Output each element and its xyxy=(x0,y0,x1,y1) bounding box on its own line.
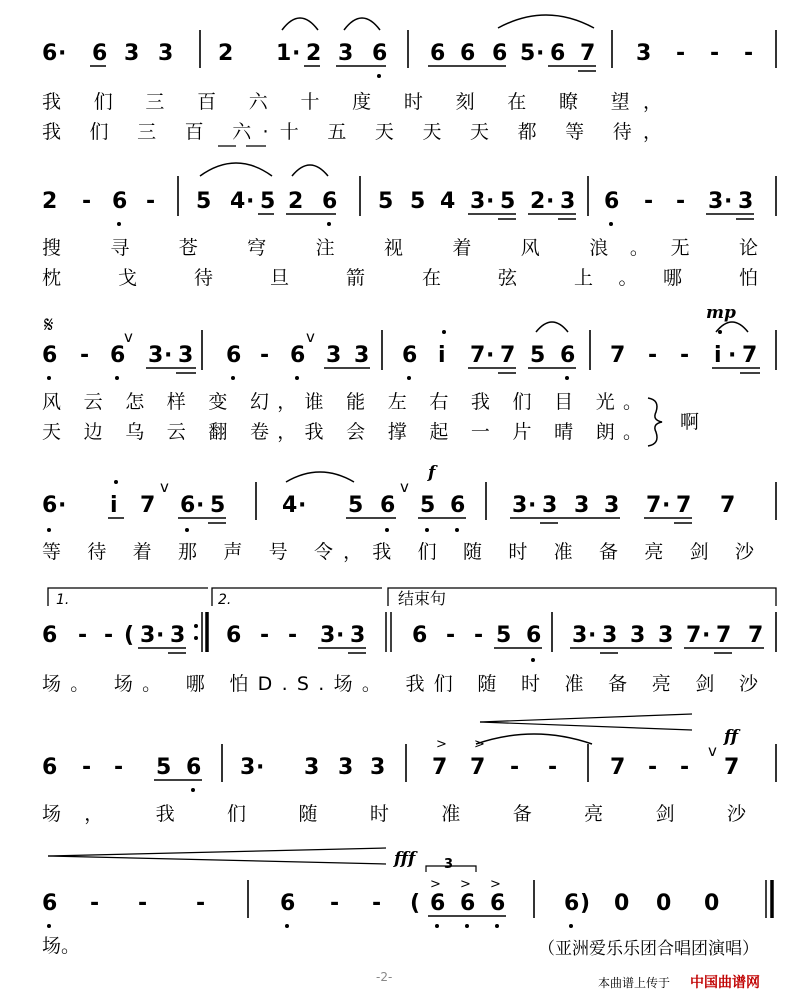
row-6-dynamic: ff xyxy=(724,727,739,747)
svg-text:·: · xyxy=(58,493,67,518)
svg-text:6: 6 xyxy=(460,41,476,66)
row-4-notes xyxy=(42,493,735,518)
svg-text:3: 3 xyxy=(158,41,174,66)
row-2-lyrics xyxy=(42,237,758,289)
svg-text:5: 5 xyxy=(348,493,364,518)
svg-text:-: - xyxy=(680,343,690,368)
row-7-crescendo xyxy=(48,848,386,864)
row-2-slurs xyxy=(200,163,328,176)
svg-text:i: i xyxy=(438,343,446,368)
svg-text:6: 6 xyxy=(42,755,58,780)
svg-text:-: - xyxy=(260,623,270,648)
svg-text:-: - xyxy=(446,623,456,648)
repeat-dots xyxy=(194,624,198,640)
svg-text:-: - xyxy=(474,623,484,648)
row-5-low-dots xyxy=(531,658,535,662)
svg-text:6: 6 xyxy=(402,343,418,368)
row-3-high-dots xyxy=(442,330,722,334)
svg-text:>: > xyxy=(430,877,441,892)
svg-text:7: 7 xyxy=(686,623,702,648)
svg-text:>: > xyxy=(490,877,501,892)
svg-text:-: - xyxy=(146,189,156,214)
row-7-lyrics xyxy=(42,935,80,957)
svg-text:0: 0 xyxy=(704,891,720,916)
svg-text:5: 5 xyxy=(260,189,276,214)
svg-text:7: 7 xyxy=(610,343,626,368)
svg-text:7: 7 xyxy=(470,343,486,368)
row-4-slur xyxy=(286,472,354,482)
svg-text:6: 6 xyxy=(560,343,576,368)
row-1-lyric-line-1: 我 们 三 百 六 十 度 时 刻 在 瞭 望， xyxy=(42,91,662,113)
svg-text:-: - xyxy=(104,623,114,648)
svg-text:5: 5 xyxy=(196,189,212,214)
svg-text:(: ( xyxy=(124,623,135,648)
svg-text:-: - xyxy=(196,891,206,916)
svg-text:-: - xyxy=(260,343,270,368)
svg-text:-: - xyxy=(372,891,382,916)
svg-text:2: 2 xyxy=(218,41,234,66)
svg-text:3: 3 xyxy=(630,623,646,648)
svg-text:3: 3 xyxy=(148,343,164,368)
svg-text:(: ( xyxy=(410,891,421,916)
row-4 xyxy=(42,463,776,563)
svg-text:5: 5 xyxy=(378,189,394,214)
row-6-breath-mark: v xyxy=(708,742,717,760)
svg-text:-: - xyxy=(648,343,658,368)
svg-text:-: - xyxy=(648,755,658,780)
svg-text:3: 3 xyxy=(572,623,588,648)
row-1-slurs xyxy=(282,15,594,30)
svg-text:-: - xyxy=(80,343,90,368)
svg-text:3: 3 xyxy=(512,493,528,518)
svg-text:7: 7 xyxy=(580,41,596,66)
svg-text:3: 3 xyxy=(240,755,256,780)
row-6 xyxy=(42,714,776,825)
row-3-dynamic: mp xyxy=(706,303,736,323)
svg-text:·: · xyxy=(536,41,545,66)
svg-text:7: 7 xyxy=(432,755,448,780)
svg-text:7: 7 xyxy=(676,493,692,518)
svg-text:7: 7 xyxy=(140,493,156,518)
svg-text:·: · xyxy=(702,623,711,648)
svg-text:5: 5 xyxy=(500,189,516,214)
svg-text:6: 6 xyxy=(180,493,196,518)
row-6-accents xyxy=(436,737,485,752)
svg-text:3: 3 xyxy=(178,343,194,368)
row-6-lyric-line-1: 场， 我 们 随 时 准 备 亮 剑 沙 xyxy=(42,803,746,825)
svg-text:3: 3 xyxy=(574,493,590,518)
svg-text:7: 7 xyxy=(646,493,662,518)
svg-text:6: 6 xyxy=(460,891,476,916)
svg-text:6: 6 xyxy=(290,343,306,368)
upload-note: 本曲谱上传于 xyxy=(598,976,671,990)
svg-text:6: 6 xyxy=(412,623,428,648)
row-5-notes xyxy=(42,623,763,648)
row-4-lyrics xyxy=(42,541,755,563)
svg-text:4: 4 xyxy=(230,189,246,214)
svg-text:-: - xyxy=(744,41,754,66)
row-2-underlines xyxy=(258,214,754,219)
row-6-lyrics xyxy=(42,803,747,825)
svg-text:·: · xyxy=(546,189,555,214)
svg-text:-: - xyxy=(330,891,340,916)
svg-text:5: 5 xyxy=(410,189,426,214)
svg-text:6: 6 xyxy=(186,755,202,780)
row-7-low-dots xyxy=(47,924,573,928)
svg-text:6: 6 xyxy=(604,189,620,214)
svg-text:7: 7 xyxy=(610,755,626,780)
svg-text:6: 6 xyxy=(112,189,128,214)
svg-text:-: - xyxy=(138,891,148,916)
svg-text:6: 6 xyxy=(110,343,126,368)
svg-text:6: 6 xyxy=(280,891,296,916)
svg-text:-: - xyxy=(78,623,88,648)
row-6-notes xyxy=(42,755,739,780)
svg-text:-: - xyxy=(548,755,558,780)
row-1-low-dots xyxy=(377,74,381,78)
row-5-lyric-line-1: 场。 场。 哪 怕D.S.场。 我们 随 时 准 备 亮 剑 沙 xyxy=(42,673,758,695)
svg-text:7: 7 xyxy=(748,623,764,648)
svg-text:v: v xyxy=(400,478,409,496)
ending-label: 结束句 xyxy=(398,589,447,608)
svg-text:3: 3 xyxy=(636,41,652,66)
svg-text:·: · xyxy=(588,623,597,648)
row-7-notes xyxy=(42,891,719,916)
svg-text:7: 7 xyxy=(720,493,736,518)
svg-text:·: · xyxy=(662,493,671,518)
svg-text:2: 2 xyxy=(306,41,322,66)
svg-text:7: 7 xyxy=(500,343,516,368)
volta-1-label: 1. xyxy=(56,592,70,608)
volta-2-label: 2. xyxy=(218,592,232,608)
svg-text:3: 3 xyxy=(708,189,724,214)
row-1-lyrics xyxy=(42,91,662,143)
svg-text:6: 6 xyxy=(430,41,446,66)
row-2-low-dots xyxy=(117,222,613,226)
svg-text:-: - xyxy=(676,41,686,66)
svg-text:): ) xyxy=(580,891,591,916)
row-3-side-lyric: 啊 xyxy=(680,411,700,433)
row-4-high-dots xyxy=(114,480,118,484)
svg-text:6: 6 xyxy=(42,343,58,368)
svg-text:3: 3 xyxy=(354,343,370,368)
site-logo: 中国曲谱网 xyxy=(690,975,760,991)
svg-text:·: · xyxy=(156,623,165,648)
performer-credit: （亚洲爱乐乐团合唱团演唱） xyxy=(538,939,759,959)
row-4-dynamic: f xyxy=(428,463,436,483)
row-2 xyxy=(42,163,776,289)
svg-text:·: · xyxy=(724,189,733,214)
svg-text:6: 6 xyxy=(42,493,58,518)
triplet-mark: 3 xyxy=(444,857,454,872)
svg-text:-: - xyxy=(82,189,92,214)
row-1-underlines xyxy=(90,66,596,71)
svg-text:6: 6 xyxy=(226,343,242,368)
svg-text:·: · xyxy=(292,41,301,66)
svg-text:·: · xyxy=(528,493,537,518)
row-3-lyric-line-1: 风 云 怎 样 变 幻，谁 能 左 右 我 们 目 光。 xyxy=(42,391,642,413)
row-1-lyric-line-2: 我 们 三 百 六·十 五 天 天 天 都 等 待， xyxy=(42,121,662,143)
svg-text:6: 6 xyxy=(322,189,338,214)
page-number: -2- xyxy=(376,970,393,984)
row-7-accents xyxy=(430,877,501,892)
row-2-lyric-line-2: 枕 戈 待 旦 箭 在 弦 上。哪 怕 xyxy=(42,267,758,289)
row-5-underlines xyxy=(138,648,764,653)
svg-text:7: 7 xyxy=(470,755,486,780)
svg-text:6: 6 xyxy=(226,623,242,648)
svg-text:3: 3 xyxy=(542,493,558,518)
svg-text:6: 6 xyxy=(564,891,580,916)
svg-text:-: - xyxy=(710,41,720,66)
svg-text:-: - xyxy=(644,189,654,214)
svg-text:6: 6 xyxy=(42,623,58,648)
svg-text:5: 5 xyxy=(496,623,512,648)
svg-text:6: 6 xyxy=(490,891,506,916)
row-5-lyrics xyxy=(42,673,759,695)
svg-text:v: v xyxy=(306,328,315,346)
svg-text:-: - xyxy=(676,189,686,214)
row-1-notes xyxy=(42,41,753,66)
svg-text:·: · xyxy=(196,493,205,518)
row-3-low-dots xyxy=(47,376,569,380)
row-3-notes xyxy=(42,343,757,368)
svg-text:6: 6 xyxy=(372,41,388,66)
svg-text:3: 3 xyxy=(738,189,754,214)
svg-text:·: · xyxy=(164,343,173,368)
row-4-low-dots xyxy=(47,528,459,532)
svg-text:3: 3 xyxy=(470,189,486,214)
row-4-underlines xyxy=(108,518,692,523)
svg-text:3: 3 xyxy=(338,755,354,780)
row-6-low-dots xyxy=(191,788,195,792)
row-3 xyxy=(42,303,776,446)
svg-text:3: 3 xyxy=(370,755,386,780)
svg-text:·: · xyxy=(246,189,255,214)
svg-text:·: · xyxy=(486,189,495,214)
svg-text:>: > xyxy=(436,737,447,752)
svg-text:-: - xyxy=(82,755,92,780)
svg-text:3: 3 xyxy=(602,623,618,648)
row-4-lyric-line-1: 等 待 着 那 声 号 令，我 们 随 时 准 备 亮 剑 沙 xyxy=(42,541,754,563)
svg-text:3: 3 xyxy=(560,189,576,214)
svg-text:·: · xyxy=(298,493,307,518)
row-7-lyric-line-1: 场。 xyxy=(42,935,81,957)
svg-text:7: 7 xyxy=(724,755,740,780)
svg-text:3: 3 xyxy=(350,623,366,648)
svg-text:5: 5 xyxy=(210,493,226,518)
segno-sign: 𝄋 xyxy=(44,313,54,338)
svg-text:-: - xyxy=(114,755,124,780)
svg-text:v: v xyxy=(160,478,169,496)
svg-text:2: 2 xyxy=(288,189,304,214)
brace xyxy=(648,398,662,446)
svg-text:>: > xyxy=(460,877,471,892)
svg-text:·: · xyxy=(486,343,495,368)
svg-text:-: - xyxy=(510,755,520,780)
svg-text:·: · xyxy=(256,755,265,780)
svg-text:5: 5 xyxy=(520,41,536,66)
svg-text:3: 3 xyxy=(658,623,674,648)
row-3-slurs xyxy=(536,322,748,332)
row-3-lyrics xyxy=(42,391,642,443)
row-3-lyric-line-2: 天 边 乌 云 翻 卷，我 会 撑 起 一 片 晴 朗。 xyxy=(42,421,642,443)
svg-text:3: 3 xyxy=(326,343,342,368)
row-1 xyxy=(42,15,776,146)
svg-text:i: i xyxy=(714,343,722,368)
row-7-barlines xyxy=(248,880,772,918)
svg-text:6: 6 xyxy=(380,493,396,518)
svg-text:6: 6 xyxy=(92,41,108,66)
svg-text:v: v xyxy=(124,328,133,346)
svg-text:3: 3 xyxy=(338,41,354,66)
svg-text:2: 2 xyxy=(42,189,58,214)
svg-text:3: 3 xyxy=(124,41,140,66)
svg-text:4: 4 xyxy=(282,493,298,518)
svg-text:6: 6 xyxy=(42,41,58,66)
row-2-lyric-line-1: 搜 寻 苍 穹 注 视 着 风 浪。无 论 xyxy=(42,237,758,259)
svg-text:3: 3 xyxy=(320,623,336,648)
svg-text:·: · xyxy=(58,41,67,66)
row-5 xyxy=(42,588,776,695)
svg-text:6: 6 xyxy=(42,891,58,916)
svg-text:4: 4 xyxy=(440,189,456,214)
svg-text:3: 3 xyxy=(140,623,156,648)
row-6-crescendo xyxy=(480,714,692,730)
svg-text:5: 5 xyxy=(530,343,546,368)
svg-text:0: 0 xyxy=(614,891,630,916)
svg-text:3: 3 xyxy=(170,623,186,648)
svg-text:1: 1 xyxy=(276,41,292,66)
row-7-dynamic: fff xyxy=(394,849,416,869)
svg-text:5: 5 xyxy=(420,493,436,518)
svg-text:-: - xyxy=(680,755,690,780)
svg-text:0: 0 xyxy=(656,891,672,916)
svg-text:6: 6 xyxy=(430,891,446,916)
svg-text:3: 3 xyxy=(304,755,320,780)
svg-text:7: 7 xyxy=(716,623,732,648)
svg-text:2: 2 xyxy=(530,189,546,214)
svg-text:>: > xyxy=(474,737,485,752)
svg-text:6: 6 xyxy=(550,41,566,66)
row-6-tie xyxy=(476,734,592,744)
svg-text:6: 6 xyxy=(450,493,466,518)
svg-text:·: · xyxy=(336,623,345,648)
svg-text:5: 5 xyxy=(156,755,172,780)
svg-text:i: i xyxy=(110,493,118,518)
svg-text:·: · xyxy=(728,343,737,368)
row-3-underlines xyxy=(146,368,760,373)
svg-text:-: - xyxy=(90,891,100,916)
svg-text:6: 6 xyxy=(526,623,542,648)
svg-text:3: 3 xyxy=(604,493,620,518)
svg-text:6: 6 xyxy=(492,41,508,66)
svg-text:-: - xyxy=(288,623,298,648)
svg-text:7: 7 xyxy=(742,343,758,368)
row-2-notes xyxy=(42,189,753,214)
